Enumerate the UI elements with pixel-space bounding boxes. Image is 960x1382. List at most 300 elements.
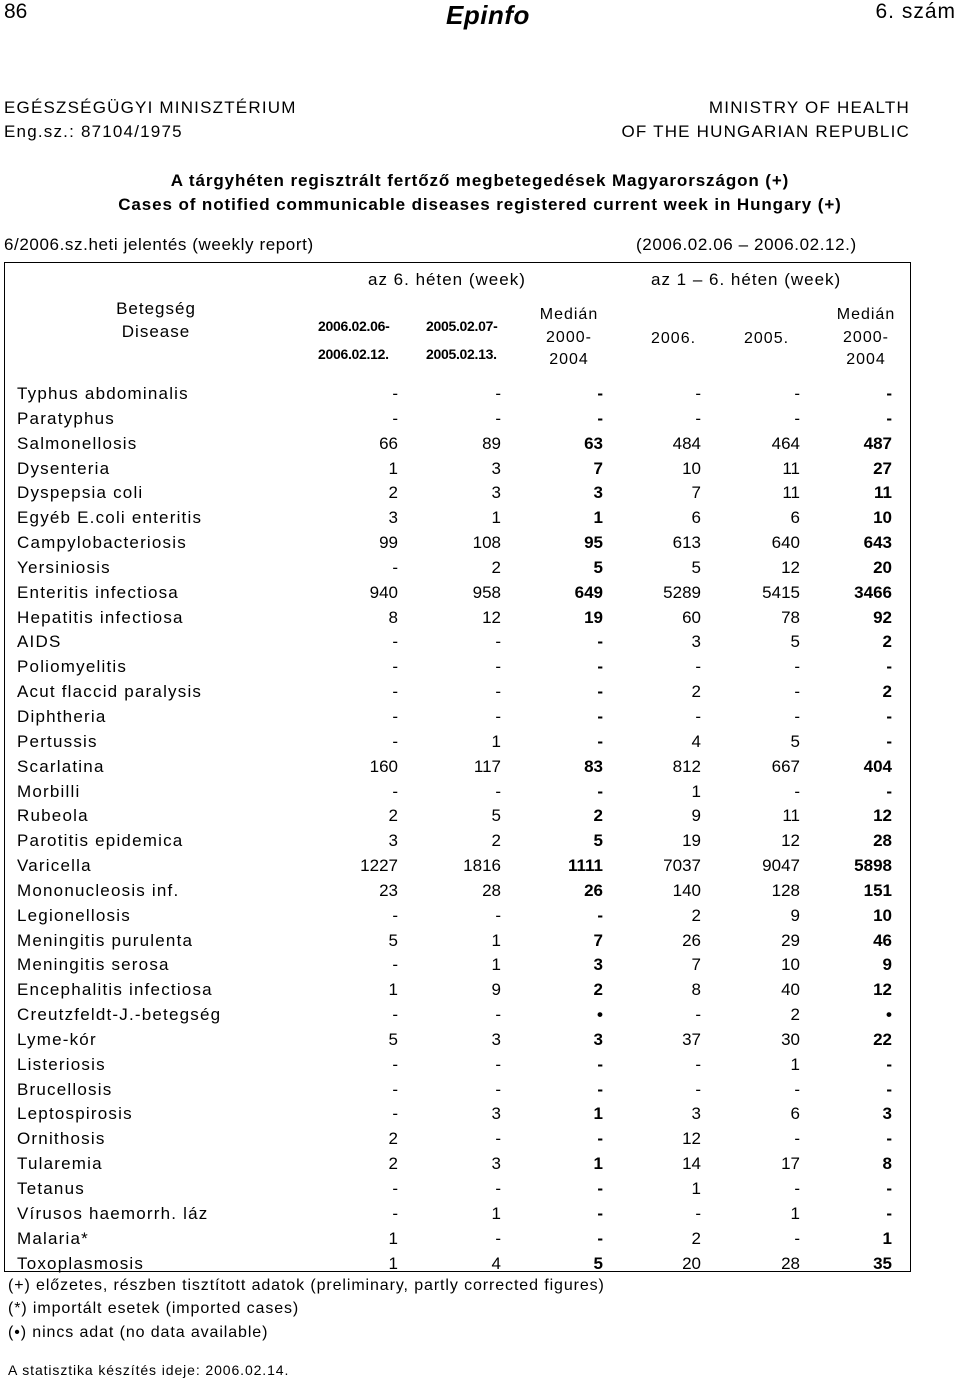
disease-column-header-en: Disease bbox=[121, 322, 191, 341]
table-cell: 649 bbox=[574, 582, 603, 602]
disease-name: Pertussis bbox=[17, 731, 98, 751]
table-cell: 9047 bbox=[762, 856, 800, 876]
table-row bbox=[0, 655, 960, 680]
median-label: Medián bbox=[539, 306, 599, 323]
table-cell: 92 bbox=[873, 607, 892, 627]
table-cell: 2 bbox=[388, 1154, 398, 1174]
table-cell: 2 bbox=[388, 1129, 398, 1149]
table-cell: 14 bbox=[682, 1154, 701, 1174]
table-row bbox=[0, 606, 960, 631]
table-cell: 5 bbox=[790, 731, 800, 751]
table-cell: 9 bbox=[790, 905, 800, 925]
disease-name: Vírusos haemorrh. láz bbox=[17, 1203, 209, 1223]
table-cell: 9 bbox=[691, 806, 701, 826]
table-cell: 12 bbox=[682, 1129, 701, 1149]
table-cell: 5 bbox=[593, 831, 603, 851]
table-cell: 12 bbox=[873, 806, 892, 826]
table-row bbox=[0, 432, 960, 457]
median-label: Medián bbox=[836, 306, 896, 323]
table-cell: 1 bbox=[593, 1154, 603, 1174]
table-cell: 5 bbox=[691, 557, 701, 577]
ministry-name-en: MINISTRY OF HEALTH bbox=[708, 98, 910, 117]
table-cell: 484 bbox=[672, 433, 701, 453]
table-cell: 63 bbox=[584, 433, 603, 453]
table-row bbox=[0, 1053, 960, 1078]
table-cell: - bbox=[392, 1054, 398, 1074]
disease-name: Toxoplasmosis bbox=[17, 1253, 145, 1273]
table-cell: - bbox=[495, 781, 501, 801]
disease-name: Campylobacteriosis bbox=[17, 533, 187, 553]
table-cell: - bbox=[597, 1203, 603, 1223]
table-row bbox=[0, 804, 960, 829]
disease-name: Varicella bbox=[17, 856, 92, 876]
disease-name: Hepatitis infectiosa bbox=[17, 607, 184, 627]
table-cell: 2 bbox=[593, 806, 603, 826]
table-cell: 11 bbox=[874, 483, 892, 503]
table-cell: - bbox=[495, 905, 501, 925]
table-cell: - bbox=[695, 1054, 701, 1074]
table-row bbox=[0, 506, 960, 531]
table-cell: 5898 bbox=[854, 856, 892, 876]
table-row bbox=[0, 929, 960, 954]
table-cell: 60 bbox=[682, 607, 701, 627]
table-cell: 1 bbox=[388, 458, 398, 478]
table-cell: - bbox=[392, 1005, 398, 1025]
table-cell: - bbox=[495, 657, 501, 677]
table-cell: 30 bbox=[781, 1029, 800, 1049]
table-cell: - bbox=[886, 408, 892, 428]
disease-table-body bbox=[0, 382, 960, 1276]
table-cell: - bbox=[597, 1129, 603, 1149]
table-cell: 26 bbox=[682, 930, 701, 950]
table-cell: - bbox=[794, 781, 800, 801]
table-cell: 3466 bbox=[854, 582, 892, 602]
table-cell: 5 bbox=[593, 1253, 603, 1273]
table-row bbox=[0, 1127, 960, 1152]
table-cell: 4 bbox=[491, 1253, 501, 1273]
table-cell: - bbox=[695, 384, 701, 403]
table-row bbox=[0, 854, 960, 879]
table-cell: 99 bbox=[379, 533, 398, 553]
table-cell: - bbox=[886, 1203, 892, 1223]
table-cell: 3 bbox=[491, 1029, 501, 1049]
table-cell: 7037 bbox=[663, 856, 701, 876]
table-cell: - bbox=[392, 905, 398, 925]
table-cell: - bbox=[695, 706, 701, 726]
table-cell: 2 bbox=[790, 1005, 800, 1025]
disease-name: Meningitis purulenta bbox=[17, 930, 194, 950]
table-cell: 2 bbox=[691, 905, 701, 925]
registration-number: Eng.sz.: 87104/1975 bbox=[4, 122, 183, 141]
table-cell: - bbox=[886, 657, 892, 677]
table-cell: 1 bbox=[790, 1054, 800, 1074]
epinfo-logo: Epinfo bbox=[446, 0, 530, 30]
table-cell: - bbox=[597, 682, 603, 702]
table-cell: 2 bbox=[491, 557, 501, 577]
table-cell: 1 bbox=[388, 1228, 398, 1248]
table-cell: 5 bbox=[388, 930, 398, 950]
table-cell: 2 bbox=[491, 831, 501, 851]
table-cell: - bbox=[495, 384, 501, 403]
table-cell: 940 bbox=[369, 582, 398, 602]
table-cell: - bbox=[495, 1079, 501, 1099]
table-cell: - bbox=[886, 1054, 892, 1074]
table-row bbox=[0, 382, 960, 407]
table-cell: 2 bbox=[691, 682, 701, 702]
median-cumulative-header bbox=[821, 304, 911, 372]
median-years-start: 2000- bbox=[843, 328, 889, 346]
table-cell: - bbox=[695, 657, 701, 677]
table-cell: 20 bbox=[873, 557, 892, 577]
disease-name: AIDS bbox=[17, 632, 62, 652]
table-cell: 2 bbox=[593, 980, 603, 1000]
table-cell: 2 bbox=[691, 1228, 701, 1248]
table-cell: 3 bbox=[388, 508, 398, 528]
disease-name: Mononucleosis inf. bbox=[17, 880, 180, 900]
table-cell: 1 bbox=[491, 508, 501, 528]
table-row bbox=[0, 904, 960, 929]
disease-name: Poliomyelitis bbox=[17, 657, 128, 677]
table-row bbox=[0, 1003, 960, 1028]
disease-name: Typhus abdominalis bbox=[17, 384, 189, 403]
footnote-imported: (*) importált esetek (imported cases) bbox=[8, 1300, 300, 1317]
table-row bbox=[0, 481, 960, 506]
table-cell: 12 bbox=[781, 831, 800, 851]
col-2005-cumulative: 2005. bbox=[744, 330, 790, 347]
table-cell: 151 bbox=[863, 880, 892, 900]
table-row bbox=[0, 1252, 960, 1277]
disease-name: Diphtheria bbox=[17, 706, 107, 726]
table-cell: 3 bbox=[691, 632, 701, 652]
table-cell: - bbox=[392, 408, 398, 428]
table-cell: 464 bbox=[771, 433, 800, 453]
report-period: (2006.02.06 – 2006.02.12.) bbox=[636, 235, 857, 254]
disease-name: Egyéb E.coli enteritis bbox=[17, 508, 203, 528]
table-cell: - bbox=[392, 731, 398, 751]
republic-name-en: OF THE HUNGARIAN REPUBLIC bbox=[621, 122, 910, 141]
table-cell: 66 bbox=[379, 433, 398, 453]
disease-name: Legionellosis bbox=[17, 905, 131, 925]
table-cell: - bbox=[886, 384, 892, 403]
table-cell: 1 bbox=[491, 930, 501, 950]
table-cell: 12 bbox=[781, 557, 800, 577]
table-row bbox=[0, 556, 960, 581]
table-cell: 28 bbox=[781, 1253, 800, 1273]
disease-name: Morbilli bbox=[17, 781, 81, 801]
table-row bbox=[0, 407, 960, 432]
table-cell: 83 bbox=[584, 756, 603, 776]
table-cell: - bbox=[597, 657, 603, 677]
table-cell: 3 bbox=[691, 1104, 701, 1124]
disease-name: Yersiniosis bbox=[17, 557, 111, 577]
table-cell: 1816 bbox=[463, 856, 501, 876]
table-row bbox=[0, 1078, 960, 1103]
table-cell: 12 bbox=[482, 607, 501, 627]
table-cell: 8 bbox=[691, 980, 701, 1000]
table-row bbox=[0, 780, 960, 805]
table-cell: - bbox=[597, 632, 603, 652]
table-row bbox=[0, 630, 960, 655]
table-cell: - bbox=[392, 632, 398, 652]
table-cell: 1 bbox=[388, 980, 398, 1000]
table-cell: 1 bbox=[491, 955, 501, 975]
table-cell: - bbox=[695, 1079, 701, 1099]
table-cell: 1111 bbox=[567, 856, 603, 876]
table-cell: - bbox=[392, 682, 398, 702]
table-cell: - bbox=[794, 706, 800, 726]
disease-name: Lyme-kór bbox=[17, 1029, 97, 1049]
table-cell: 89 bbox=[482, 433, 501, 453]
table-cell: 78 bbox=[781, 607, 800, 627]
table-cell: - bbox=[794, 1079, 800, 1099]
table-cell: 6 bbox=[691, 508, 701, 528]
table-cell: 26 bbox=[584, 880, 603, 900]
table-cell: 3 bbox=[593, 955, 603, 975]
table-cell: 9 bbox=[882, 955, 892, 975]
table-cell: 5289 bbox=[663, 582, 701, 602]
table-cell: 613 bbox=[672, 533, 701, 553]
table-cell: - bbox=[794, 408, 800, 428]
table-cell: 19 bbox=[584, 607, 603, 627]
disease-name: Paratyphus bbox=[17, 408, 115, 428]
table-cell: 2 bbox=[882, 682, 892, 702]
table-cell: 12 bbox=[873, 980, 892, 1000]
table-cell: 11 bbox=[782, 483, 800, 503]
ministry-name-hu: EGÉSZSÉGÜGYI MINISZTÉRIUM bbox=[4, 98, 297, 117]
disease-name: Scarlatina bbox=[17, 756, 105, 776]
disease-column-header-hu: Betegség bbox=[116, 299, 196, 318]
table-cell: • bbox=[597, 1005, 603, 1025]
table-cell: 5 bbox=[790, 632, 800, 652]
table-cell: 643 bbox=[863, 533, 892, 553]
table-cell: - bbox=[495, 632, 501, 652]
table-cell: - bbox=[597, 1054, 603, 1074]
table-cell: 28 bbox=[873, 831, 892, 851]
page-number: 86 bbox=[4, 0, 28, 23]
table-cell: - bbox=[695, 1005, 701, 1025]
table-cell: 2 bbox=[882, 632, 892, 652]
table-cell: 10 bbox=[873, 905, 892, 925]
title-hu: A tárgyhéten regisztrált fertőző megbetegedések Magyarországon (+) bbox=[170, 171, 790, 190]
cumulative-group-header: az 1 – 6. héten (week) bbox=[651, 270, 842, 289]
table-cell: - bbox=[794, 657, 800, 677]
table-row bbox=[0, 1152, 960, 1177]
table-cell: - bbox=[495, 706, 501, 726]
table-cell: 7 bbox=[593, 458, 603, 478]
table-cell: 1 bbox=[790, 1203, 800, 1223]
table-cell: 17 bbox=[781, 1154, 800, 1174]
table-row bbox=[0, 1028, 960, 1053]
statistics-date: A statisztika készítés ideje: 2006.02.14. bbox=[8, 1362, 290, 1378]
table-cell: 3 bbox=[882, 1104, 892, 1124]
table-cell: - bbox=[495, 1179, 501, 1198]
table-cell: - bbox=[695, 408, 701, 428]
table-cell: - bbox=[597, 781, 603, 801]
table-cell: • bbox=[886, 1005, 892, 1025]
table-cell: 117 bbox=[473, 756, 501, 776]
table-cell: 23 bbox=[379, 880, 398, 900]
disease-name: Malaria* bbox=[17, 1228, 89, 1248]
table-cell: 46 bbox=[873, 930, 892, 950]
table-cell: 29 bbox=[781, 930, 800, 950]
table-cell: 20 bbox=[682, 1253, 701, 1273]
table-cell: 3 bbox=[491, 483, 501, 503]
col-2006-period-start: 2006.02.06- bbox=[318, 318, 390, 334]
disease-name: Rubeola bbox=[17, 806, 89, 826]
table-cell: - bbox=[392, 1104, 398, 1124]
disease-name: Tetanus bbox=[17, 1179, 85, 1198]
col-2005-period-end: 2005.02.13. bbox=[426, 346, 497, 362]
table-row bbox=[0, 829, 960, 854]
table-row bbox=[0, 755, 960, 780]
table-cell: - bbox=[886, 1079, 892, 1099]
disease-name: Creutzfeldt-J.-betegség bbox=[17, 1005, 222, 1025]
table-cell: 8 bbox=[388, 607, 398, 627]
table-cell: - bbox=[886, 731, 892, 751]
table-cell: - bbox=[597, 731, 603, 751]
table-cell: 1227 bbox=[360, 856, 398, 876]
median-years-start: 2000- bbox=[546, 328, 592, 346]
table-cell: 28 bbox=[482, 880, 501, 900]
table-cell: 958 bbox=[472, 582, 501, 602]
table-row bbox=[0, 1102, 960, 1127]
table-cell: - bbox=[597, 1179, 603, 1198]
table-cell: 5 bbox=[491, 806, 501, 826]
issue-number: 6. szám bbox=[875, 0, 956, 23]
disease-name: Meningitis serosa bbox=[17, 955, 170, 975]
disease-name: Encephalitis infectiosa bbox=[17, 980, 213, 1000]
table-row bbox=[0, 730, 960, 755]
table-cell: - bbox=[794, 682, 800, 702]
table-cell: 3 bbox=[491, 1104, 501, 1124]
table-row bbox=[0, 1177, 960, 1202]
table-cell: - bbox=[597, 408, 603, 428]
disease-name: Ornithosis bbox=[17, 1129, 106, 1149]
table-cell: 160 bbox=[369, 756, 398, 776]
table-cell: 95 bbox=[584, 533, 603, 553]
table-cell: 3 bbox=[491, 1154, 501, 1174]
disease-name: Dyspepsia coli bbox=[17, 483, 144, 503]
table-cell: - bbox=[495, 682, 501, 702]
table-cell: 11 bbox=[782, 458, 800, 478]
table-cell: - bbox=[597, 1228, 603, 1248]
col-2006-cumulative: 2006. bbox=[651, 330, 697, 347]
disease-name: Tularemia bbox=[17, 1154, 103, 1174]
table-cell: 1 bbox=[491, 1203, 501, 1223]
table-cell: 667 bbox=[771, 756, 800, 776]
title-en: Cases of notified communicable diseases registered current week in Hungary (+) bbox=[118, 195, 842, 214]
table-cell: 11 bbox=[782, 806, 800, 826]
table-row bbox=[0, 705, 960, 730]
median-years-end: 2004 bbox=[846, 351, 886, 368]
table-cell: 4 bbox=[691, 731, 701, 751]
table-row bbox=[0, 1202, 960, 1227]
median-years-end: 2004 bbox=[549, 351, 589, 368]
table-cell: - bbox=[495, 1228, 501, 1248]
table-cell: 10 bbox=[781, 955, 800, 975]
disease-name: Salmonellosis bbox=[17, 433, 138, 453]
table-cell: - bbox=[392, 1203, 398, 1223]
table-cell: - bbox=[495, 1005, 501, 1025]
table-cell: 2 bbox=[388, 806, 398, 826]
table-cell: - bbox=[886, 1179, 892, 1198]
table-cell: - bbox=[392, 781, 398, 801]
table-cell: 9 bbox=[491, 980, 501, 1000]
table-cell: 1 bbox=[882, 1228, 892, 1248]
table-cell: 40 bbox=[781, 980, 800, 1000]
table-cell: 6 bbox=[790, 1104, 800, 1124]
table-row bbox=[0, 457, 960, 482]
table-cell: - bbox=[794, 1179, 800, 1198]
table-cell: 10 bbox=[682, 458, 701, 478]
table-cell: - bbox=[886, 1129, 892, 1149]
disease-name: Dysenteria bbox=[17, 458, 111, 478]
table-cell: 3 bbox=[593, 1029, 603, 1049]
table-cell: - bbox=[886, 706, 892, 726]
table-cell: 27 bbox=[873, 458, 892, 478]
table-row bbox=[0, 1227, 960, 1252]
table-cell: 19 bbox=[682, 831, 701, 851]
table-cell: 37 bbox=[682, 1029, 701, 1049]
table-cell: - bbox=[794, 1129, 800, 1149]
table-cell: 1 bbox=[691, 781, 701, 801]
disease-name: Brucellosis bbox=[17, 1079, 113, 1099]
table-row bbox=[0, 978, 960, 1003]
footnote-no-data: (•) nincs adat (no data available) bbox=[8, 1324, 269, 1341]
table-cell: 3 bbox=[491, 458, 501, 478]
table-cell: 7 bbox=[691, 955, 701, 975]
table-cell: 5 bbox=[593, 557, 603, 577]
table-cell: 22 bbox=[873, 1029, 892, 1049]
table-cell: - bbox=[392, 955, 398, 975]
table-cell: 3 bbox=[593, 483, 603, 503]
table-cell: 812 bbox=[672, 756, 701, 776]
table-cell: 8 bbox=[882, 1154, 892, 1174]
table-cell: - bbox=[794, 1228, 800, 1248]
table-cell: - bbox=[392, 657, 398, 677]
table-row bbox=[0, 879, 960, 904]
table-cell: 7 bbox=[593, 930, 603, 950]
table-cell: 140 bbox=[672, 880, 701, 900]
table-cell: 1 bbox=[691, 1179, 701, 1198]
footnote-preliminary: (+) előzetes, részben tisztított adatok (preliminary, partly corrected figures) bbox=[8, 1277, 605, 1294]
table-cell: - bbox=[597, 1079, 603, 1099]
table-cell: - bbox=[495, 408, 501, 428]
col-2005-period-start: 2005.02.07- bbox=[426, 318, 498, 334]
table-cell: 5415 bbox=[762, 582, 800, 602]
disease-name: Acut flaccid paralysis bbox=[17, 682, 203, 702]
table-cell: - bbox=[392, 706, 398, 726]
table-cell: 640 bbox=[771, 533, 800, 553]
table-row bbox=[0, 531, 960, 556]
table-cell: - bbox=[392, 557, 398, 577]
table-cell: - bbox=[695, 1203, 701, 1223]
disease-name: Parotitis epidemica bbox=[17, 831, 184, 851]
table-cell: 3 bbox=[388, 831, 398, 851]
table-cell: - bbox=[597, 384, 603, 403]
table-cell: 2 bbox=[388, 483, 398, 503]
table-cell: - bbox=[886, 781, 892, 801]
table-cell: 1 bbox=[388, 1253, 398, 1273]
report-label: 6/2006.sz.heti jelentés (weekly report) bbox=[4, 235, 314, 254]
table-cell: 1 bbox=[593, 1104, 603, 1124]
disease-name: Leptospirosis bbox=[17, 1104, 133, 1124]
table-cell: 487 bbox=[863, 433, 892, 453]
week-group-header: az 6. héten (week) bbox=[368, 270, 526, 289]
table-cell: - bbox=[794, 384, 800, 403]
table-cell: - bbox=[392, 384, 398, 403]
disease-name: Listeriosis bbox=[17, 1054, 106, 1074]
